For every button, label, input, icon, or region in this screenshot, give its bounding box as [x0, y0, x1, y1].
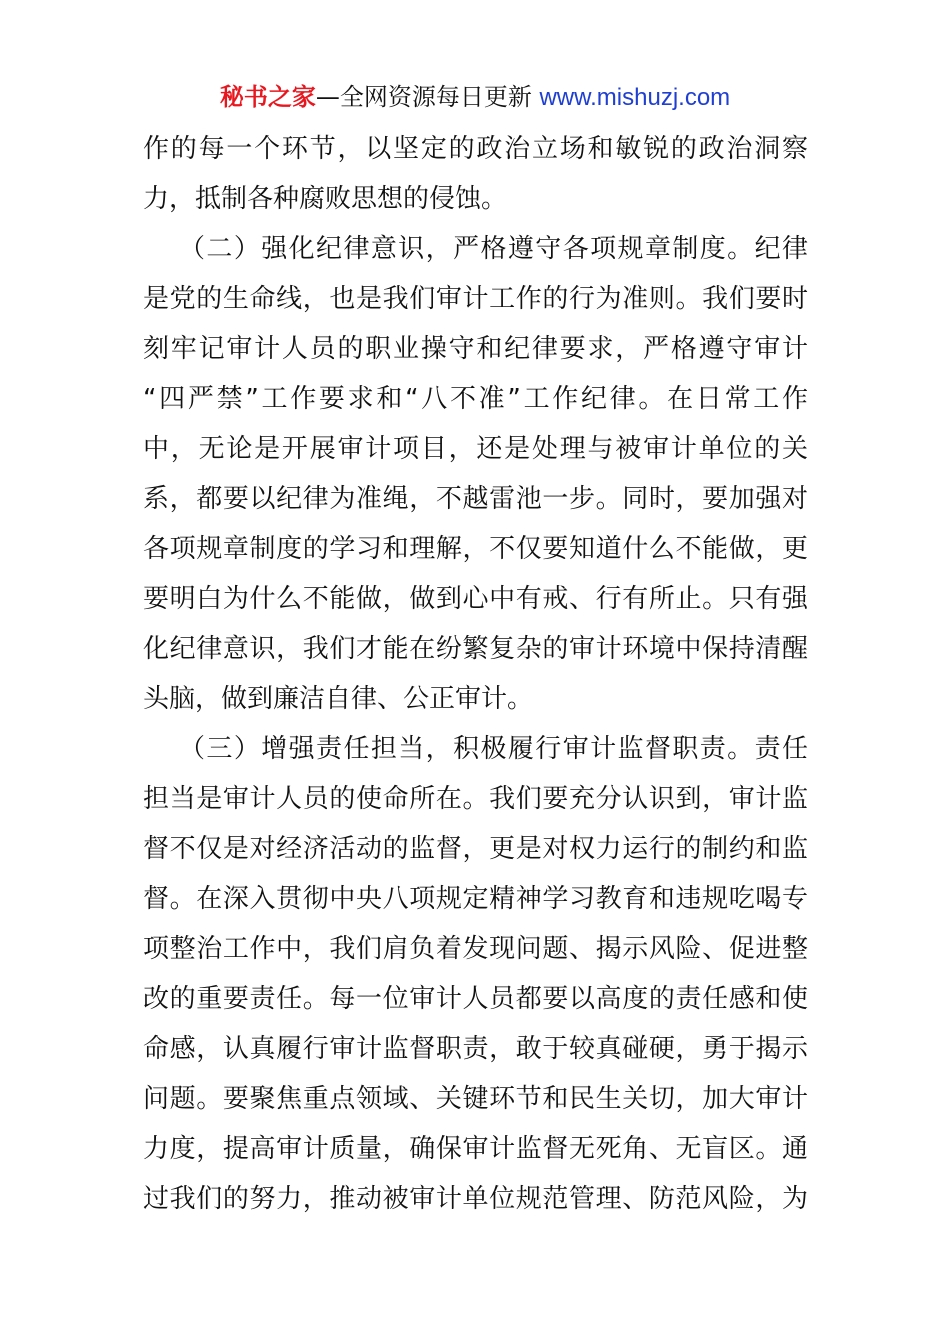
text-line: 中，无论是开展审计项目，还是处理与被审计单位的关: [143, 434, 808, 464]
text-line: 过我们的努力，推动被审计单位规范管理、防范风险，为: [143, 1184, 808, 1214]
text-line: 命感，认真履行审计监督职责，敢于较真碰硬，勇于揭示: [143, 1034, 808, 1064]
site-brand: 秘书之家: [219, 83, 316, 111]
text-line: 问题。要聚焦重点领域、关键环节和民生关切，加大审计: [143, 1084, 808, 1114]
text-line: 作的每一个环节，以坚定的政治立场和敏锐的政治洞察: [143, 134, 808, 164]
text-line: 各项规章制度的学习和理解，不仅要知道什么不能做，更: [143, 534, 808, 564]
text-line: 力度，提高审计质量，确保审计监督无死角、无盲区。通: [143, 1134, 808, 1164]
text-line: 要明白为什么不能做，做到心中有戒、行有所止。只有强: [143, 584, 808, 614]
site-tagline: —全网资源每日更新: [315, 83, 540, 111]
text-line: 刻牢记审计人员的职业操守和纪律要求，严格遵守审计: [143, 334, 808, 364]
paragraph-heading-line: （三）增强责任担当，积极履行审计监督职责。责任: [179, 734, 808, 764]
document-body: [143, 124, 808, 1224]
text-line: 系，都要以纪律为准绳，不越雷池一步。同时，要加强对: [143, 484, 808, 514]
text-line: 是党的生命线，也是我们审计工作的行为准则。我们要时: [143, 284, 808, 314]
site-url-link[interactable]: www.mishuzj.com: [539, 84, 731, 111]
text-line: 督。在深入贯彻中央八项规定精神学习教育和违规吃喝专: [143, 884, 808, 914]
page-header: [0, 80, 950, 115]
text-line: 项整治工作中，我们肩负着发现问题、揭示风险、促进整: [143, 934, 808, 964]
text-line: 督不仅是对经济活动的监督，更是对权力运行的制约和监: [143, 834, 808, 864]
text-line: 化纪律意识，我们才能在纷繁复杂的审计环境中保持清醒: [143, 634, 808, 664]
text-line: 力，抵制各种腐败思想的侵蚀。: [143, 184, 508, 214]
paragraph-heading-line: （二）强化纪律意识，严格遵守各项规章制度。纪律: [179, 234, 808, 264]
text-line: 改的重要责任。每一位审计人员都要以高度的责任感和使: [143, 984, 808, 1014]
text-line: 头脑，做到廉洁自律、公正审计。: [143, 684, 534, 714]
text-line: “四严禁”工作要求和“八不准”工作纪律。在日常工作: [143, 384, 808, 414]
text-line: 担当是审计人员的使命所在。我们要充分认识到，审计监: [143, 784, 808, 814]
